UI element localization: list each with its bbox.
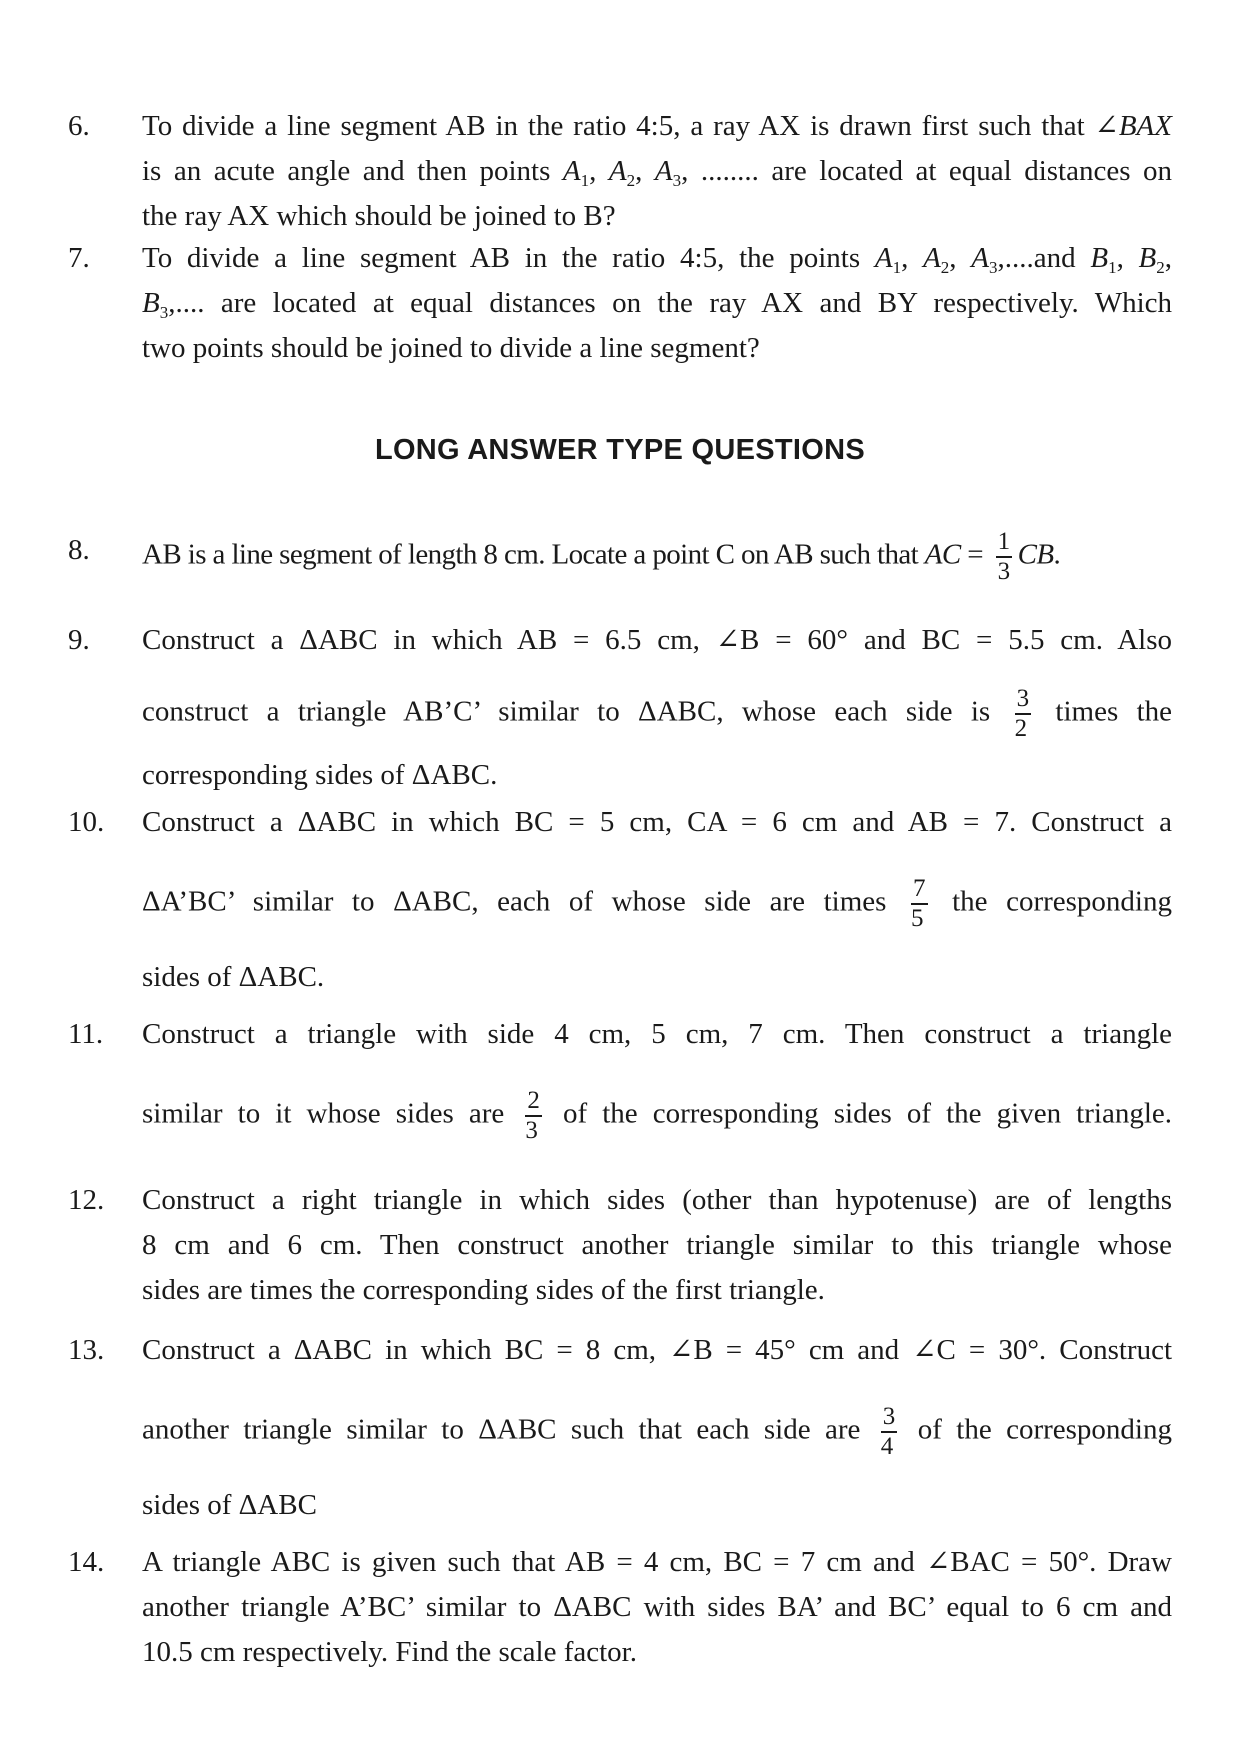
fraction: $\frac{3}{4}$ (880, 1403, 896, 1460)
fraction: $\frac{1}{3}$ (997, 528, 1010, 585)
fraction: $\frac{3}{2}$ (1014, 685, 1030, 742)
question-number: 13. (68, 1334, 105, 1366)
question-line: Construct a ΔABC in which AB = 6.5 cm, ∠B = 60° and BC = 5.5 cm. Also (142, 624, 1172, 656)
question-line: corresponding sides of ΔABC. (142, 759, 498, 791)
question-number: 14. (68, 1546, 105, 1578)
question-line: Construct a triangle with side 4 cm, 5 cm, 7 cm. Then construct a triangle (142, 1018, 1172, 1050)
question-number: 12. (68, 1184, 105, 1216)
question-line: 8 cm and 6 cm. Then construct another triangle similar to this triangle whose (142, 1229, 1172, 1261)
question-text (142, 1328, 1172, 1528)
fraction: $\frac{2}{3}$ (525, 1087, 540, 1144)
question-line: construct a triangle AB’C’ similar to ΔABC, whose each side is $\frac{3}{2}$ times the (142, 685, 1172, 742)
question-line: Construct a ΔABC in which BC = 8 cm, ∠B = 45° cm and ∠C = 30°. Construct (142, 1334, 1172, 1366)
question-number: 9. (68, 624, 90, 656)
question-text (142, 528, 1172, 586)
question-line: sides of ΔABC (142, 1489, 317, 1521)
question-line: two points should be joined to divide a line segment? (142, 332, 760, 364)
question-line: Construct a right triangle in which sides (other than hypotenuse) are of lengths (142, 1184, 1172, 1216)
fraction: $\frac{7}{5}$ (911, 875, 926, 932)
question-line: is an acute angle and then points $A_1$, $A_2$, $A_3$, ........ are located at equal distances on (142, 155, 1173, 190)
question-line: similar to it whose sides are $\frac{2}{3}$ of the corresponding sides of the given triangle. (142, 1087, 1172, 1144)
question-text (142, 1012, 1172, 1145)
question-text (142, 1178, 1172, 1313)
question-text (142, 1540, 1172, 1675)
question-line: AB is a line segment of length 8 cm. Locate a point C on AB such that AC = $\frac{1}{3}$ CB. (142, 528, 1061, 585)
question-text (142, 104, 1172, 239)
question-line: 10.5 cm respectively. Find the scale factor. (142, 1636, 637, 1668)
question-line: $B_3$,.... are located at equal distances on the ray AX and BY respectively. Which (142, 287, 1172, 322)
question-line: the ray AX which should be joined to B? (142, 200, 616, 232)
question-number: 11. (68, 1018, 104, 1050)
question-number: 6. (68, 110, 90, 142)
question-line: sides of ΔABC. (142, 961, 325, 993)
question-line: another triangle A’BC’ similar to ΔABC with sides BA’ and BC’ equal to 6 cm and (142, 1591, 1172, 1623)
question-text (142, 618, 1172, 798)
question-line: Construct a ΔABC in which BC = 5 cm, CA = 6 cm and AB = 7. Construct a (142, 806, 1172, 838)
question-number: 10. (68, 806, 105, 838)
question-text (142, 236, 1172, 371)
question-number: 8. (68, 534, 90, 566)
question-text (142, 800, 1172, 1000)
question-line: To divide a line segment AB in the ratio 4:5, a ray AX is drawn first such that ∠BAX (142, 110, 1172, 142)
question-number: 7. (68, 242, 90, 274)
question-line: sides are times the corresponding sides of the first triangle. (142, 1274, 825, 1306)
question-line: another triangle similar to ΔABC such that each side are $\frac{3}{4}$ of the corresponding (142, 1403, 1172, 1460)
question-line: ΔA’BC’ similar to ΔABC, each of whose side are times $\frac{7}{5}$ the corresponding (142, 875, 1172, 932)
section-heading: LONG ANSWER TYPE QUESTIONS (374, 434, 866, 466)
question-line: To divide a line segment AB in the ratio 4:5, the points $A_1$, $A_2$, $A_3,....and$ $B_1$, $B_2$, (142, 242, 1173, 277)
question-line: A triangle ABC is given such that AB = 4 cm, BC = 7 cm and ∠BAC = 50°. Draw (142, 1546, 1172, 1578)
